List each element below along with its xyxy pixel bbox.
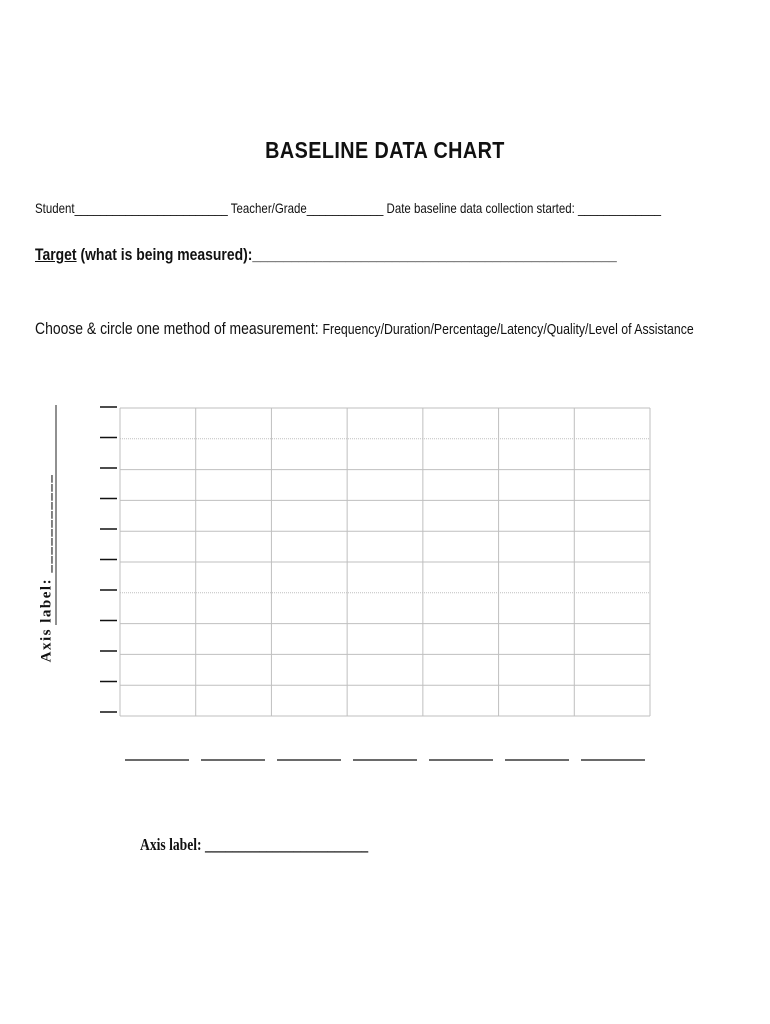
teacher-grade-field[interactable]: ____________ <box>306 200 384 216</box>
date-started-label: Date baseline data collection started: <box>386 200 575 216</box>
date-started-field[interactable]: _____________ <box>578 200 662 216</box>
teacher-grade-label: Teacher/Grade <box>230 200 307 216</box>
target-label: Target <box>35 245 77 264</box>
x-axis-label[interactable]: Axis label: ________________________ <box>140 835 369 854</box>
method-prompt: Choose & circle one method of measurement: <box>35 319 319 338</box>
target-field[interactable]: _______________________________________________ <box>252 245 617 264</box>
y-axis-label[interactable]: Axis label: ___________ <box>38 473 55 663</box>
page-title: BASELINE DATA CHART <box>265 137 505 163</box>
target-description: (what is being measured): <box>76 245 253 264</box>
method-options[interactable]: Frequency/Duration/Percentage/Latency/Quality/Level of Assistance <box>322 321 694 338</box>
student-label: Student <box>35 200 75 216</box>
student-field[interactable]: ________________________ <box>74 200 228 216</box>
